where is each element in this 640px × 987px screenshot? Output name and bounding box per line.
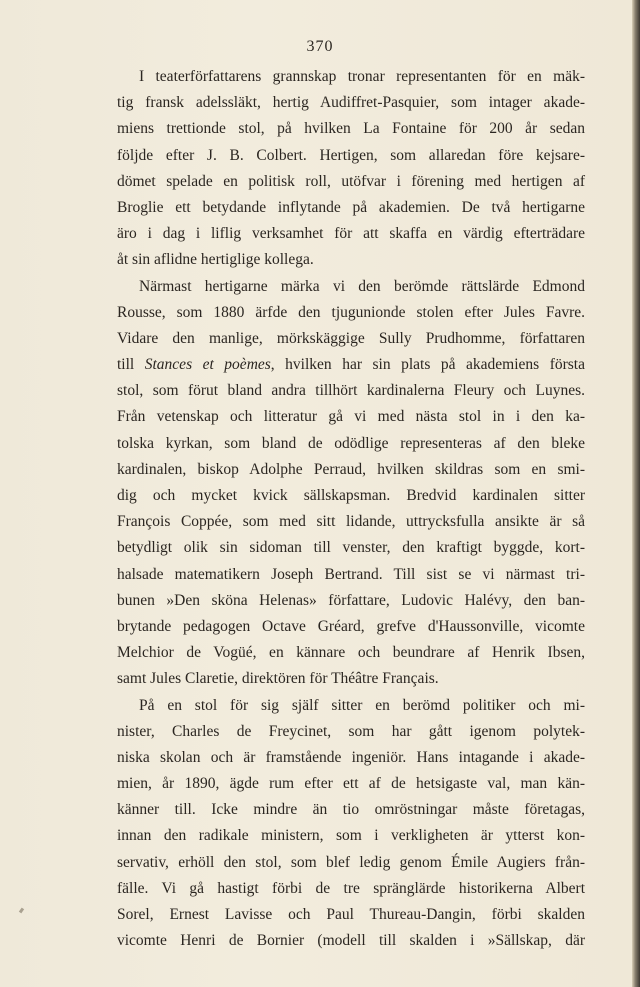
- text-line: I teaterförfattarens grannskap tronar representanten för en mäk-: [139, 68, 585, 85]
- text-fragment: , hvilken har sin plats på akademiens första: [270, 356, 585, 374]
- text-line: äro i dag i liflig verksamhet för att skaffa en värdig efterträdare: [117, 225, 585, 243]
- text-line: innan den radikale ministern, som i verkligheten är ytterst kon-: [117, 827, 585, 845]
- text-line: nister, Charles de Freycinet, som har gått igenom polytek-: [117, 722, 585, 740]
- page-number: 370: [306, 38, 334, 55]
- text-line: känner till. Icke mindre än tio omröstningar måste företagas,: [117, 801, 585, 819]
- text-line: servativ, erhöll den stol, som blef ledig genom Émile Augiers från-: [117, 853, 585, 871]
- text-line: Från vetenskap och litteratur gå vi med nästa stol in i den ka-: [117, 408, 585, 426]
- text-line: kardinalen, biskop Adolphe Perraud, hvilken skildras som en smi-: [117, 460, 585, 478]
- text-line: tolska kyrkan, som bland de odödlige representeras af den bleke: [117, 434, 585, 452]
- text-line: Melchior de Vogüé, en kännare och beundrare af Henrik Ibsen,: [117, 644, 585, 662]
- text-line: betydligt olik sin sidoman till venster, den kraftigt byggde, kort-: [117, 539, 585, 557]
- text-line: vicomte Henri de Bornier (modell till skalden i »Sällskap, där: [117, 932, 585, 950]
- text-line: niska skolan och är framstående ingeniör. Hans intagande i akade-: [117, 748, 585, 766]
- text-line: mien, år 1890, ägde rum efter ett af de hetsigaste val, man kän-: [117, 775, 585, 793]
- book-title: Stances et poèmes: [144, 356, 271, 374]
- text-fragment: till: [117, 356, 145, 374]
- text-line: Rousse, som 1880 ärfde den tjugunionde stolen efter Jules Favre.: [117, 303, 585, 321]
- body-text: [117, 64, 585, 954]
- text-line: Vidare den manlige, mörkskäggige Sully Prudhomme, författaren: [117, 329, 585, 347]
- text-line: På en stol för sig själf sitter en berömd politiker och mi-: [139, 696, 585, 714]
- text-line-with-title: [117, 352, 585, 378]
- text-line: bunen »Den sköna Helenas» författare, Ludovic Halévy, den ban-: [117, 591, 585, 609]
- text-line: miens trettionde stol, på hvilken La Fontaine för 200 år sedan: [117, 120, 585, 138]
- text-line: Sorel, Ernest Lavisse och Paul Thureau-Dangin, förbi skalden: [117, 906, 585, 923]
- text-line: tig fransk adelssläkt, hertig Audiffret-Pasquier, som intager akade-: [117, 94, 585, 112]
- text-line: dig och mycket kvick sällskapsman. Bredvid kardinalen sitter: [117, 487, 585, 504]
- page-edge-shadow: [632, 0, 640, 987]
- text-line: följde efter J. B. Colbert. Hertigen, som allaredan före kejsare-: [117, 146, 585, 164]
- text-line: åt sin aflidne hertiglige kollega.: [117, 251, 314, 269]
- text-line: samt Jules Claretie, direktören för Théâtre Français.: [117, 670, 439, 688]
- text-line: brytande pedagogen Octave Gréard, grefve d'Haussonville, vicomte: [117, 617, 585, 635]
- text-line: Närmast hertigarne märka vi den berömde rättslärde Edmond: [139, 277, 585, 295]
- text-line: François Coppée, som med sitt lidande, uttrycksfulla ansikte är så: [117, 513, 585, 531]
- text-line: halsade matematikern Joseph Bertrand. Till sist se vi närmast tri-: [117, 565, 585, 583]
- text-line: fälle. Vi gå hastigt förbi de tre spränglärde historikerna Albert: [117, 879, 585, 897]
- text-line: stol, som förut bland andra tillhört kardinalerna Fleury och Luynes.: [117, 382, 585, 400]
- text-line: dömet spelade en politisk roll, utöfvar i förening med hertigen af: [117, 172, 585, 190]
- text-line: Broglie ett betydande inflytande på akademien. De två hertigarne: [117, 198, 585, 216]
